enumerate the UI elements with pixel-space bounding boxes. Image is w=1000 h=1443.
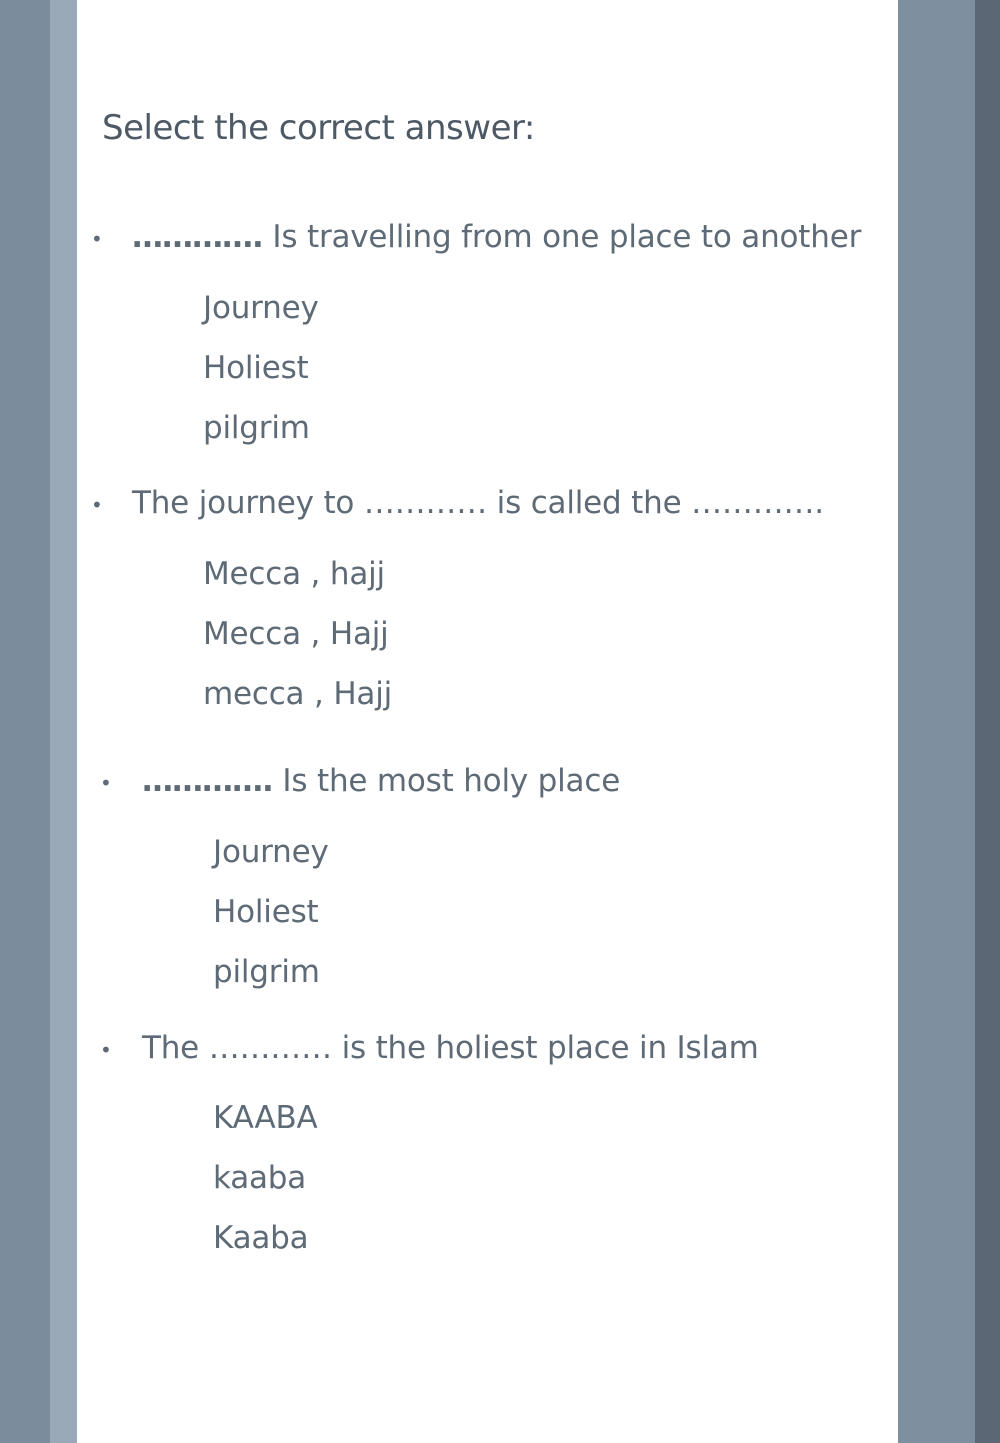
option-q3-a[interactable]: Journey	[213, 834, 329, 870]
bullet-icon: •	[100, 771, 112, 795]
answer-blank: ………….	[142, 763, 273, 799]
option-q4-c[interactable]: Kaaba	[213, 1220, 309, 1256]
question-2: The journey to ………… is called the ………….	[132, 485, 824, 521]
option-q1-b[interactable]: Holiest	[203, 350, 309, 386]
question-1	[132, 219, 861, 255]
bullet-icon: •	[91, 493, 103, 517]
option-q1-a[interactable]: Journey	[203, 290, 319, 326]
question-text: Is travelling from one place to another	[262, 219, 862, 255]
worksheet-page	[77, 0, 898, 1443]
option-q4-b[interactable]: kaaba	[213, 1160, 307, 1196]
bullet-icon: •	[91, 227, 103, 251]
question-text: Is the most holy place	[272, 763, 621, 799]
option-q2-b[interactable]: Mecca , Hajj	[203, 616, 389, 652]
question-4: The ………… is the holiest place in Islam	[142, 1030, 759, 1066]
option-q1-c[interactable]: pilgrim	[203, 410, 310, 446]
answer-blank: ………….	[132, 219, 263, 255]
left-border-inner	[50, 0, 77, 1443]
option-q2-c[interactable]: mecca , Hajj	[203, 676, 393, 712]
option-q4-a[interactable]: KAABA	[213, 1100, 318, 1136]
option-q2-a[interactable]: Mecca , hajj	[203, 556, 385, 592]
worksheet-title: Select the correct answer:	[102, 108, 535, 148]
question-3	[142, 763, 620, 799]
option-q3-b[interactable]: Holiest	[213, 894, 319, 930]
right-border-inner	[898, 0, 975, 1443]
right-border-outer	[975, 0, 1000, 1443]
bullet-icon: •	[100, 1038, 112, 1062]
option-q3-c[interactable]: pilgrim	[213, 954, 320, 990]
left-border-outer	[0, 0, 50, 1443]
